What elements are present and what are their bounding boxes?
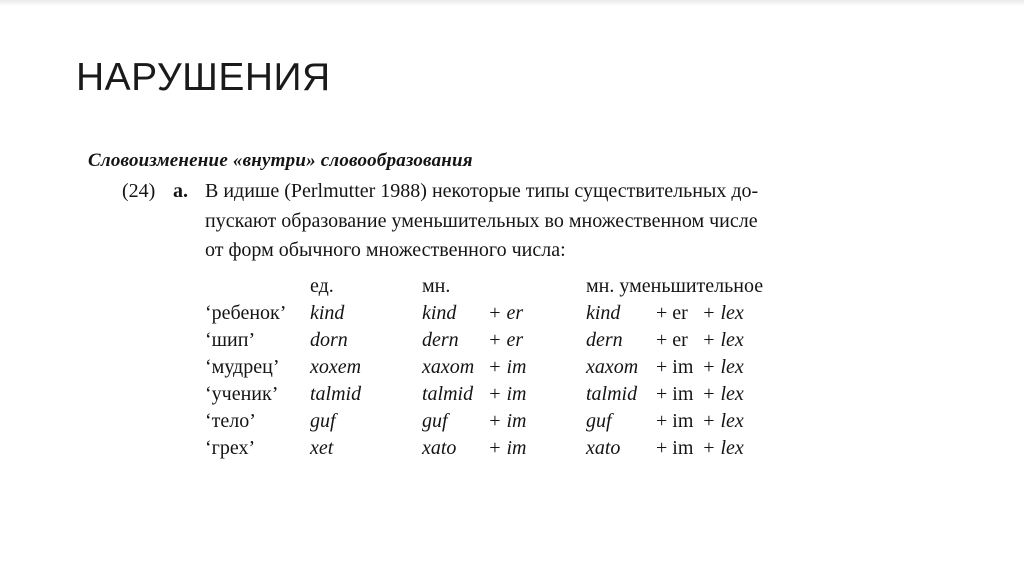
table-row bbox=[205, 354, 782, 381]
slide-title: НАРУШЕНИЯ bbox=[76, 56, 331, 99]
diminutive-suffix-cell: + lex bbox=[702, 437, 744, 459]
diminutive-stem-cell: guf bbox=[586, 410, 612, 432]
plural-suffix-cell: + er bbox=[488, 329, 524, 351]
diminutive-suffix-cell: + lex bbox=[702, 356, 744, 378]
table-row bbox=[205, 300, 782, 327]
diminutive-stem-cell: kind bbox=[586, 302, 621, 324]
diminutive-suffix-cell: + lex bbox=[702, 302, 744, 324]
gloss-cell: ‘ученик’ bbox=[205, 383, 279, 405]
slide-top-border bbox=[0, 0, 1024, 6]
table-header-row bbox=[205, 273, 782, 300]
diminutive-stem-cell: xato bbox=[586, 437, 621, 459]
diminutive-plural-suffix-cell: + im bbox=[656, 410, 694, 432]
singular-form-cell: dorn bbox=[310, 329, 348, 351]
singular-form-cell: kind bbox=[310, 302, 345, 324]
diminutive-stem-cell: talmid bbox=[586, 383, 638, 405]
plural-suffix-cell: + er bbox=[488, 302, 524, 324]
gloss-cell: ‘шип’ bbox=[205, 329, 256, 351]
table-row bbox=[205, 435, 782, 462]
diminutive-plural-header: мн. уменьшительное bbox=[586, 275, 764, 297]
plural-suffix-cell: + im bbox=[488, 383, 527, 405]
gloss-cell: ‘грех’ bbox=[205, 437, 256, 459]
gloss-cell: ‘тело’ bbox=[205, 410, 256, 432]
word-forms-table bbox=[205, 273, 782, 462]
plural-suffix-cell: + im bbox=[488, 356, 527, 378]
gloss-cell: ‘мудрец’ bbox=[205, 356, 280, 378]
table-row bbox=[205, 381, 782, 408]
singular-form-cell: talmid bbox=[310, 383, 362, 405]
plural-stem-cell: kind bbox=[422, 302, 457, 324]
diminutive-stem-cell: dern bbox=[586, 329, 623, 351]
paragraph-line: пускают образование уменьшительных во множественном числе bbox=[205, 210, 758, 232]
singular-form-cell: guf bbox=[310, 410, 336, 432]
plural-suffix-cell: + im bbox=[488, 410, 527, 432]
gloss-header bbox=[205, 273, 310, 300]
plural-stem-cell: xato bbox=[422, 437, 457, 459]
plural-suffix-cell: + im bbox=[488, 437, 527, 459]
diminutive-suffix-cell: + lex bbox=[702, 410, 744, 432]
diminutive-plural-suffix-cell: + im bbox=[656, 356, 694, 378]
example-letter: а. bbox=[173, 180, 188, 202]
table-row bbox=[205, 408, 782, 435]
plural-stem-cell: dern bbox=[422, 329, 459, 351]
singular-header: ед. bbox=[310, 275, 334, 297]
diminutive-stem-cell: xaxom bbox=[586, 356, 639, 378]
diminutive-suffix-cell: + lex bbox=[702, 383, 744, 405]
plural-stem-cell: xaxom bbox=[422, 356, 475, 378]
section-heading: Словоизменение «внутри» словообразования bbox=[88, 150, 473, 171]
table-body bbox=[205, 300, 782, 462]
gloss-cell: ‘ребенок’ bbox=[205, 302, 287, 324]
example-number: (24) bbox=[122, 180, 156, 202]
diminutive-plural-suffix-cell: + im bbox=[656, 383, 694, 405]
plural-header: мн. bbox=[422, 275, 451, 297]
paragraph-line: от форм обычного множественного числа: bbox=[205, 239, 566, 261]
table-row bbox=[205, 327, 782, 354]
plural-stem-cell: guf bbox=[422, 410, 448, 432]
diminutive-plural-suffix-cell: + er bbox=[656, 302, 688, 324]
diminutive-suffix-cell: + lex bbox=[702, 329, 744, 351]
singular-form-cell: xet bbox=[310, 437, 334, 459]
plural-stem-cell: talmid bbox=[422, 383, 474, 405]
diminutive-plural-suffix-cell: + er bbox=[656, 329, 688, 351]
singular-form-cell: xoxem bbox=[310, 356, 362, 378]
paragraph-line: В идише (Perlmutter 1988) некоторые типы существительных до- bbox=[205, 180, 759, 202]
diminutive-plural-suffix-cell: + im bbox=[656, 437, 694, 459]
scanned-text-block bbox=[84, 146, 924, 476]
